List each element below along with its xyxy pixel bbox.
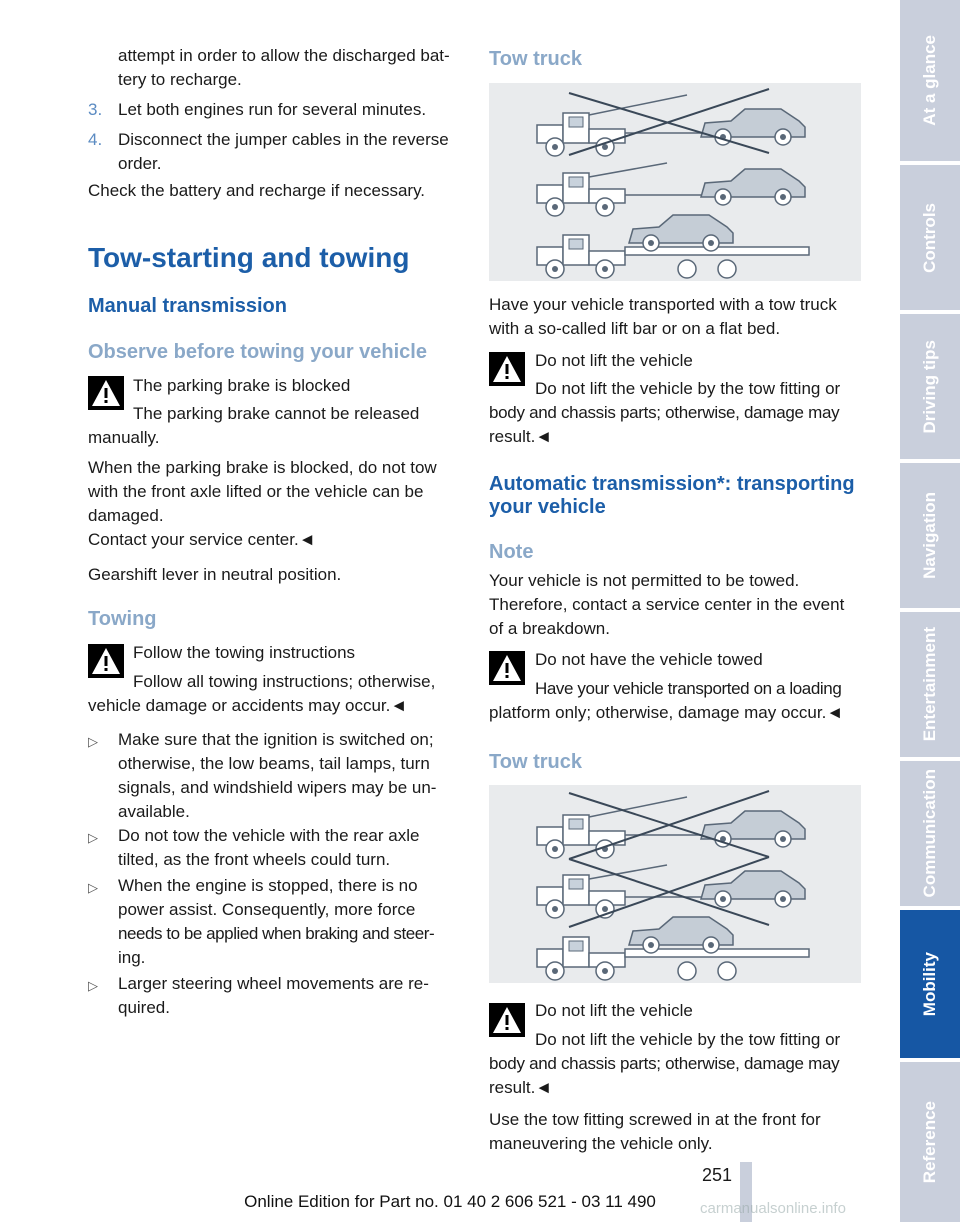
warning-icon [88,376,124,410]
warning-icon [88,644,124,678]
tab-controls[interactable]: Controls [900,165,960,310]
bullet-1-line-1: Make sure that the ignition is switched on; [118,730,434,749]
heading-observe-before-towing: Observe before towing your vehicle [88,341,427,363]
warning-text-line-1: Follow all towing instructions; otherwise, [133,672,436,691]
heading-towing: Towing [88,608,157,630]
warning-text-line-2: platform only; otherwise, damage may occur.◄ [489,703,844,722]
tow-fitting-line-2: maneuvering the vehicle only. [489,1134,713,1153]
bullet-2-line-2: tilted, as the front wheels could turn. [118,850,391,869]
warning-icon [489,651,525,685]
intro-line-2: tery to recharge. [118,70,242,89]
blocked-line-1: When the parking brake is blocked, do not tow [88,458,437,477]
tow-truck-illustration [489,785,861,983]
heading-automatic-transmission-line-1: Automatic transmission*: transporting [489,473,855,495]
tab-entertainment[interactable]: Entertainment [900,612,960,757]
bullet-1-line-4: available. [118,802,190,821]
warning-text-line-2: body and chassis parts; otherwise, damage may [489,1054,840,1073]
bullet-1-line-3: signals, and windshield wipers may be un- [118,778,437,797]
heading-tow-truck-2: Tow truck [489,751,582,773]
heading-note: Note [489,541,534,563]
check-battery-text: Check the battery and recharge if necessary. [88,181,426,200]
warning-text-line-3: result.◄ [489,1078,553,1097]
note-line-3: of a breakdown. [489,619,610,638]
blocked-line-2: with the front axle lifted or the vehicle can be [88,482,424,501]
gearshift-text: Gearshift lever in neutral position. [88,565,342,584]
warning-text-line-1: The parking brake cannot be released [133,404,420,423]
tow-truck-illustration [489,83,861,281]
step-3-number: 3. [88,100,103,119]
bullet-3-line-2: power assist. Consequently, more force [118,900,416,919]
warning-text-line-2: vehicle damage or accidents may occur.◄ [88,696,408,715]
warning-text-line-3: result.◄ [489,427,553,446]
warning-text-line-1: Have your vehicle transported on a loading [535,679,842,698]
bullet-1-line-2: otherwise, the low beams, tail lamps, turn [118,754,430,773]
heading-tow-truck: Tow truck [489,48,582,70]
transport-line-1: Have your vehicle transported with a tow truck [489,295,837,314]
warning-text-line-2: body and chassis parts; otherwise, damage may [489,403,840,422]
bullet-3-line-3: needs to be applied when braking and steer- [118,924,435,943]
warning-icon [489,1003,525,1037]
warning-title-do-not-lift: Do not lift the vehicle [535,351,693,370]
warning-title-parking-brake: The parking brake is blocked [133,376,351,395]
note-line-2: Therefore, contact a service center in the event [489,595,845,614]
footer-edition-text: Online Edition for Part no. 01 40 2 606 521 - 03 11 490 [244,1192,656,1211]
watermark: carmanualsonline.info [700,1200,846,1217]
bullet-icon: ▷ [88,734,98,749]
tab-reference[interactable]: Reference [900,1062,960,1222]
warning-title-towing: Follow the towing instructions [133,643,356,662]
warning-title-do-not-lift-2: Do not lift the vehicle [535,1001,693,1020]
transport-line-2: with a so-called lift bar or on a flat bed. [489,319,781,338]
note-line-1: Your vehicle is not permitted to be towed. [489,571,800,590]
tab-driving-tips[interactable]: Driving tips [900,314,960,459]
bullet-4-line-1: Larger steering wheel movements are re- [118,974,429,993]
bullet-2-line-1: Do not tow the vehicle with the rear axle [118,826,420,845]
step-4-number: 4. [88,130,103,149]
intro-line-1: attempt in order to allow the discharged bat- [118,46,450,65]
bullet-3-line-1: When the engine is stopped, there is no [118,876,418,895]
bullet-icon: ▷ [88,830,98,845]
contact-service-text: Contact your service center.◄ [88,530,316,549]
tab-at-a-glance[interactable]: At a glance [900,0,960,161]
bullet-4-line-2: quired. [118,998,170,1017]
page-number: 251 [702,1165,733,1185]
section-heading-tow-starting: Tow-starting and towing [88,242,410,273]
bullet-icon: ▷ [88,880,98,895]
blocked-line-3: damaged. [88,506,164,525]
step-4-line-1: Disconnect the jumper cables in the reverse [118,130,449,149]
bullet-3-line-4: ing. [118,948,146,967]
warning-text-line-2: manually. [88,428,160,447]
tow-fitting-line-1: Use the tow fitting screwed in at the front for [489,1110,821,1129]
warning-title-do-not-tow: Do not have the vehicle towed [535,650,763,669]
step-3-text: Let both engines run for several minutes. [118,100,427,119]
heading-manual-transmission: Manual transmission [88,295,287,317]
tab-communication[interactable]: Communication [900,761,960,906]
warning-text-line-1: Do not lift the vehicle by the tow fitting or [535,379,841,398]
warning-text-line-1: Do not lift the vehicle by the tow fitting or [535,1030,841,1049]
step-4-line-2: order. [118,154,162,173]
tab-mobility[interactable]: Mobility [900,910,960,1058]
bullet-icon: ▷ [88,978,98,993]
warning-icon [489,352,525,386]
heading-automatic-transmission-line-2: your vehicle [489,496,606,518]
tab-navigation[interactable]: Navigation [900,463,960,608]
